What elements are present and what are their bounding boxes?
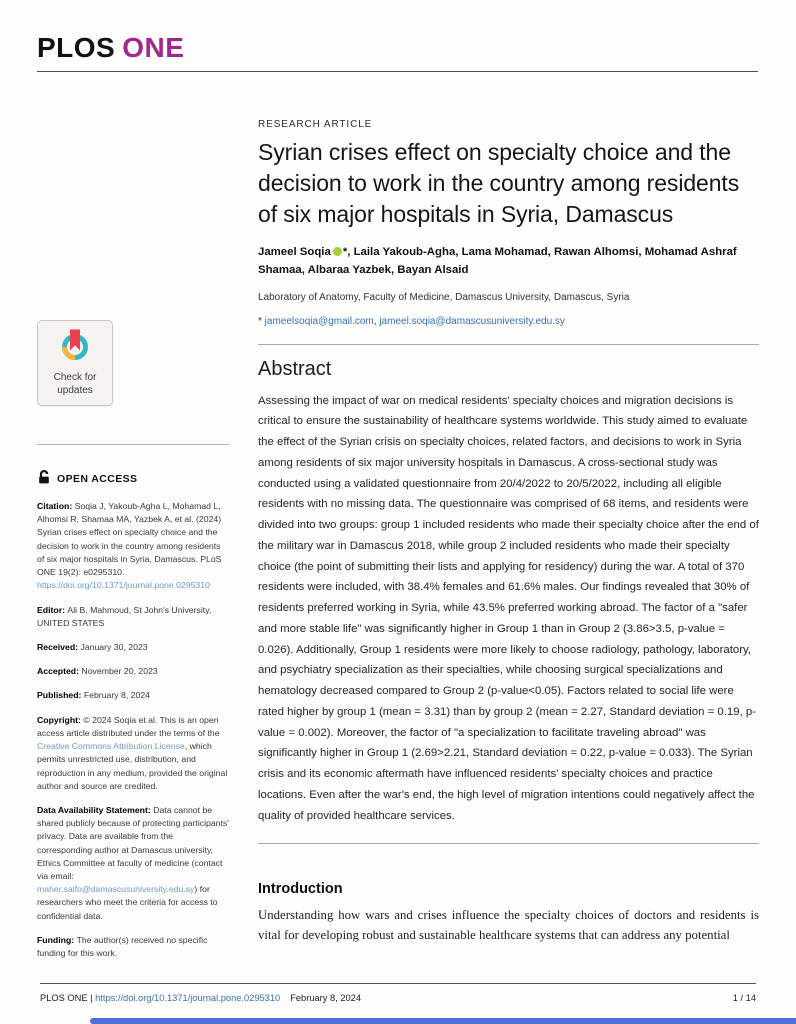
- masthead-divider: [37, 71, 758, 72]
- check-for-updates-icon: [57, 351, 93, 368]
- data-availability-label: Data Availability Statement:: [37, 804, 154, 815]
- introduction-heading: Introduction: [258, 881, 343, 898]
- plos-logo-text: PLOS: [37, 32, 116, 63]
- plos-one-logo: [37, 32, 184, 64]
- sidebar-divider: [37, 444, 230, 445]
- published-label: Published:: [37, 690, 84, 701]
- funding-label: Funding:: [37, 934, 77, 945]
- email-link-secondary[interactable]: jameel.soqia@damascusuniversity.edu.sy: [379, 315, 565, 327]
- data-availability-text: Data cannot be shared publicly because of protecting participants' privacy. Data are available from the corresponding author at Damascus university, Ethics Committee at faculty of medicine (contact via email:: [37, 804, 229, 882]
- editor-block: [37, 604, 230, 630]
- accepted-block: [37, 665, 230, 678]
- footer-date: February 8, 2024: [290, 993, 362, 1003]
- page-number: 1 / 14: [732, 993, 756, 1003]
- abstract-text: Assessing the impact of war on medical residents' specialty choices and migration decisions is critical to ensure the sustainability of healthcare systems worldwide. This study aimed to evaluate the effect of the Syrian crisis on specialty choices, related factors, and decisions to work in Syria among residents of six major university hospitals in Damascus. A cross-sectional study was conducted using a validated questionnaire from 20/4/2022 to 20/5/2022, including all eligible residents with no missing data. The questionnaire was comprised of 68 items, and residents were divided into two groups: group 1 included residents who made their specialty choice after the end of the military war in Damascus 2018, while group 2 included residents who made their specialty choice (the point of submitting their lists and applying for residency) during the war. A total of 370 residents were included, with 38.4% females and 61.6% males. Our findings revealed that 30% of residents preferred working in Syria, while 43.5% preferred working abroad. The factor of a "safer and more stable life" was significantly higher in Group 1 than in Group 2 (3.86>3.5, p-value = 0.026). Additionally, Group 1 residents were more likely to choose radiology, pathology, laboratory, and psychiatry specialization as their specialties, while choosing surgical specializations and hematology decreased compared to Group 2 (p-value<0.05). Factors related to social life were rated higher by group 1 (mean = 3.31) than by group 2 (mean = 2.27, Standard deviation = 0.19, p-value = 0.002). Moreover, the factor of "a specialization to facilitate traveling abroad" was significantly higher in Group 1 (2.69>2.21, Standard deviation = 0.22, p-value = 0.033). The Syrian crisis and its economic aftermath have influenced residents' specialty choices and practice locations. Even after the war's end, the high level of migration intentions could negatively affect the quality of provided healthcare services.: [258, 394, 759, 822]
- published-block: [37, 689, 230, 702]
- introduction-text: Understanding how wars and crises influence the specialty choices of doctors and residents is vital for developing robust and sustainable healthcare systems that can address any potential: [258, 908, 759, 942]
- abstract-bottom-divider: [258, 843, 759, 844]
- received-block: [37, 641, 230, 654]
- footer-doi-link[interactable]: https://doi.org/10.1371/journal.pone.0295310: [95, 993, 281, 1003]
- abstract-top-divider: [258, 344, 759, 345]
- authors-line: [258, 244, 759, 278]
- copyright-block: [37, 714, 230, 793]
- copyright-text: © 2024 Soqia et al. This is an open access article distributed under the terms of the: [37, 714, 220, 738]
- open-access-label: OPEN ACCESS: [57, 473, 138, 485]
- cc-license-link[interactable]: Creative Commons Attribution License: [37, 741, 185, 752]
- check-for-updates-button[interactable]: [37, 320, 113, 406]
- article-main-column: [258, 119, 759, 945]
- authors-rest: , Laila Yakoub-Agha, Lama Mohamad, Rawan Alhomsi, Mohamad Ashraf Shamaa, Albaraa Yazbek, Bayan Alsaid: [258, 246, 737, 276]
- affiliation-line: Laboratory of Anatomy, Faculty of Medicine, Damascus University, Damascus, Syria: [258, 291, 630, 303]
- accepted-date: November 20, 2023: [81, 666, 158, 677]
- copyright-label: Copyright:: [37, 714, 84, 725]
- funding-block: [37, 934, 230, 960]
- check-for-updates-label: Check for updates: [53, 372, 97, 396]
- editor-text: Ali B. Mahmoud, St John's University, UNITED STATES: [37, 604, 212, 628]
- one-logo-text: ONE: [122, 32, 185, 63]
- data-availability-text-tail: ) for researchers who meet the criteria for access to confidential data.: [37, 884, 218, 921]
- published-date: February 8, 2024: [83, 690, 150, 701]
- article-title: Syrian crises effect on specialty choice and the decision to work in the country among residents of six major hospitals in Syria, Damascus: [258, 139, 740, 227]
- funding-text: The author(s) received no specific funding for this work.: [37, 934, 208, 959]
- abstract-heading: Abstract: [258, 357, 332, 380]
- article-type-kicker: RESEARCH ARTICLE: [258, 119, 373, 130]
- open-lock-icon: [37, 469, 51, 489]
- author-corresponding: Jameel Soqia: [258, 246, 331, 259]
- email-link-primary[interactable]: jameelsoqia@gmail.com: [264, 315, 374, 327]
- correspondence-line: [258, 316, 759, 327]
- open-access-badge: [37, 469, 230, 489]
- corresponding-asterisk: *: [342, 246, 348, 259]
- data-availability-email-link[interactable]: maher.saifo@damascusuniversity.edu.sy: [37, 884, 195, 895]
- footer-citation: [40, 993, 361, 1003]
- accepted-label: Accepted:: [37, 666, 82, 677]
- orcid-icon[interactable]: [333, 247, 342, 256]
- footer-divider: [40, 983, 756, 984]
- received-label: Received:: [37, 641, 81, 652]
- left-sidebar: [37, 320, 230, 960]
- citation-label: Citation:: [37, 501, 75, 511]
- citation-block: [37, 500, 230, 593]
- correspondence-asterisk: *: [258, 315, 265, 327]
- horizontal-scrollbar[interactable]: [90, 1018, 796, 1024]
- citation-text: Soqia J, Yakoub-Agha L, Mohamad L, Alhomsi R, Shamaa MA, Yazbek A, et al. (2024) Syrian crises effect on specialty choice and the decision to work in the country among residents of six major hospitals in Syria, Damascus. PLoS ONE 19(2): e0295310.: [37, 501, 222, 578]
- copyright-text-tail: , which permits unrestricted use, distribution, and reproduction in any medium, provided the original author and source are credited.: [37, 741, 228, 791]
- editor-label: Editor:: [37, 604, 68, 615]
- footer-separator: |: [87, 993, 96, 1003]
- citation-doi-link[interactable]: https://doi.org/10.1371/journal.pone.0295310: [37, 580, 210, 591]
- email-separator: ,: [373, 315, 380, 327]
- footer-brand: PLOS ONE: [40, 993, 88, 1003]
- data-availability-block: [37, 804, 230, 923]
- received-date: January 30, 2023: [80, 641, 148, 652]
